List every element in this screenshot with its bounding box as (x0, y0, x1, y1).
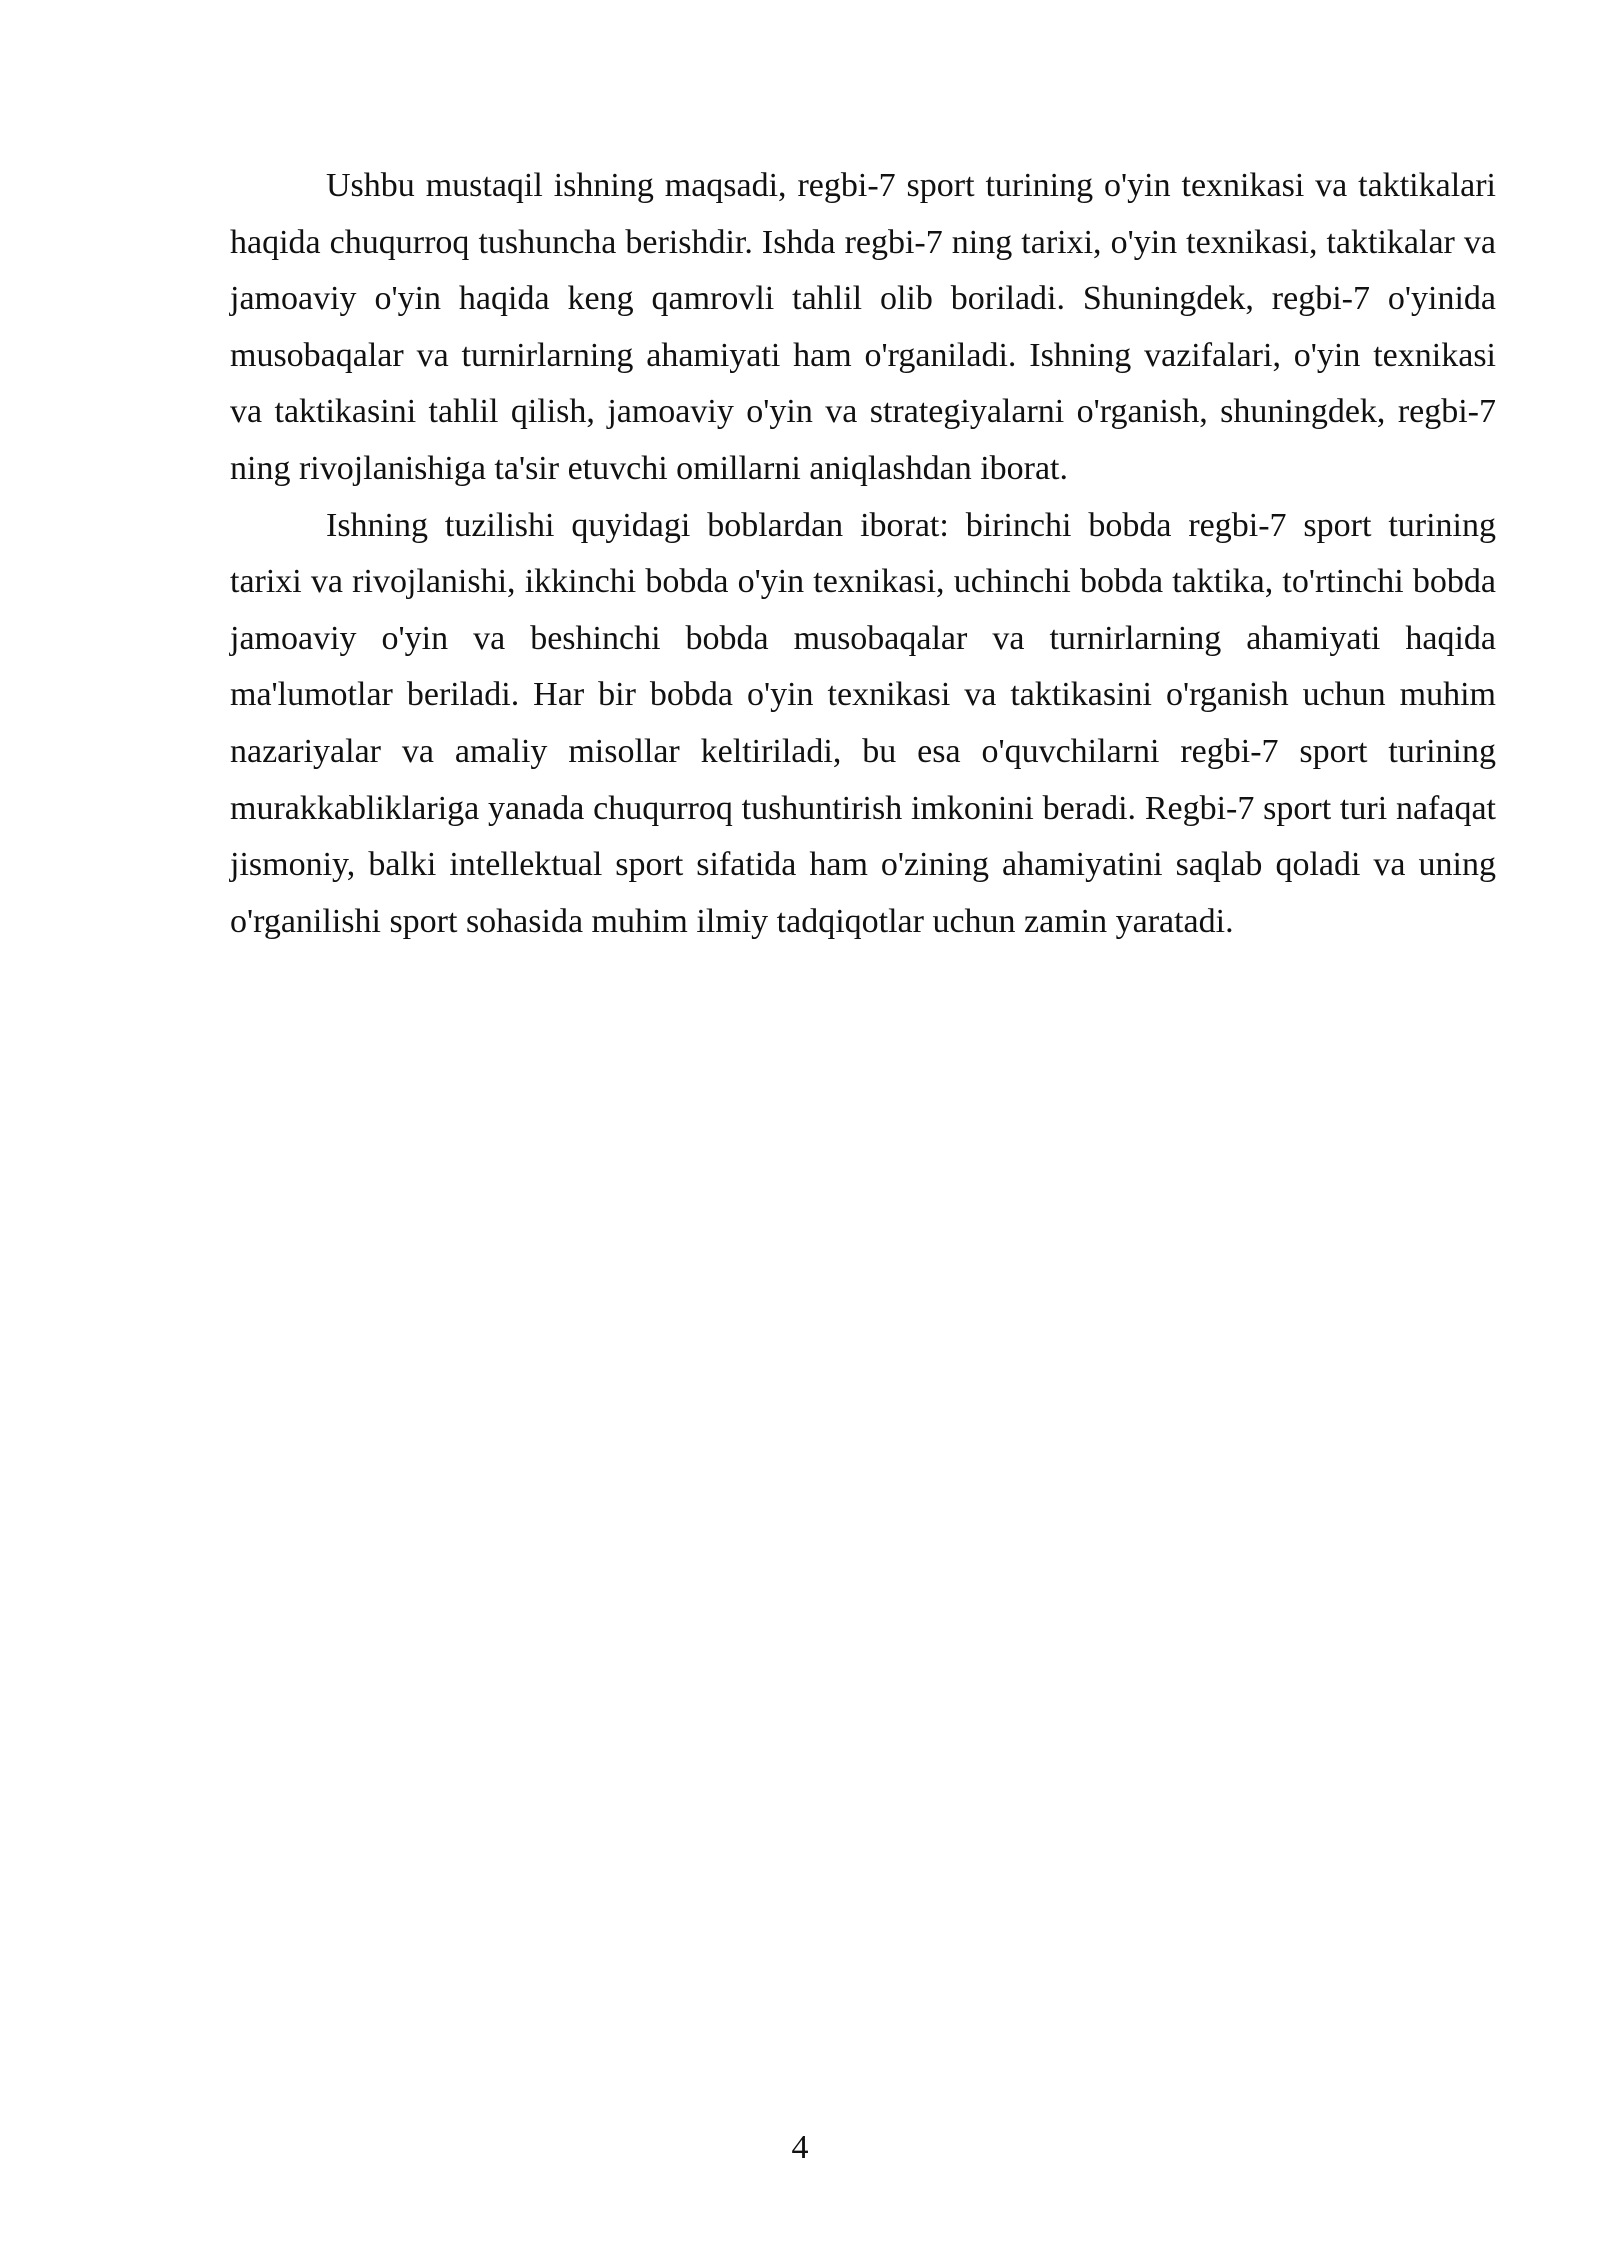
body-text (230, 158, 1496, 950)
paragraph-1: Ushbu mustaqil ishning maqsadi, regbi-7 sport turining o'yin texnikasi va taktikalari haqida chuqurroq tushuncha berishdir. Ishda regbi-7 ning tarixi, o'yin texnikasi, taktikalar va jamoaviy o'yin haqida keng qamrovli tahlil olib boriladi. Shuningdek, regbi-7 o'yinida musobaqalar va turnirlarning ahamiyati ham o'rganiladi. Ishning vazifalari, o'yin texnikasi va taktikasini tahlil qilish, jamoaviy o'yin va strategiyalarni o'rganish, shuningdek, regbi-7 ning rivojlanishiga ta'sir etuvchi omillarni aniqlashdan iborat. (230, 167, 1496, 487)
page-number: 4 (791, 2129, 809, 2166)
paragraph-2: Ishning tuzilishi quyidagi boblardan iborat: birinchi bobda regbi-7 sport turining tarixi va rivojlanishi, ikkinchi bobda o'yin texnikasi, uchinchi bobda taktika, to'rtinchi bobda jamoaviy o'yin va beshinchi bobda musobaqalar va turnirlarning ahamiyati haqida ma'lumotlar beriladi. Har bir bobda o'yin texnikasi va taktikasini o'rganish uchun muhim nazariyalar va amaliy misollar keltiriladi, bu esa o'quvchilarni regbi-7 sport turining murakkabliklariga yanada chuqurroq tushuntirish imkonini beradi. Regbi-7 sport turi nafaqat jismoniy, balki intellektual sport sifatida ham o'zining ahamiyatini saqlab qoladi va uning o'rganilishi sport sohasida muhim ilmiy tadqiqotlar uchun zamin yaratadi. (230, 506, 1496, 940)
